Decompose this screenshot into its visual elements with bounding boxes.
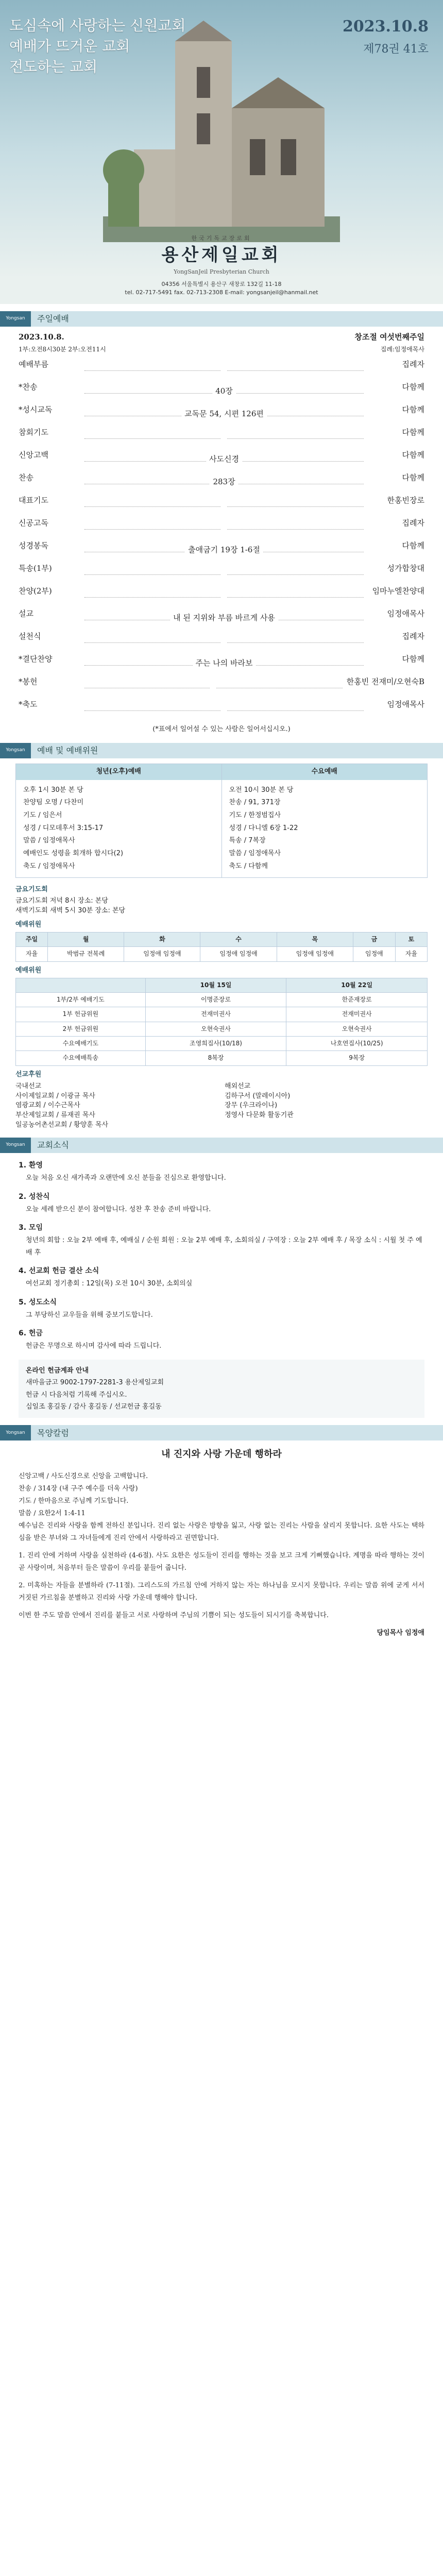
wednesday-service-line: 성경 / 다니엘 6장 1-22 <box>229 824 298 832</box>
team-cell: 수요예배기도 <box>16 1037 146 1051</box>
order-label: 참회기도 <box>19 428 48 437</box>
worship-date: 2023.10.8. <box>19 332 64 342</box>
prayer-meeting-details <box>15 896 428 916</box>
servers-cell: 자율 <box>16 947 48 961</box>
sermon-paragraph: 1. 진리 안에 거하며 사랑을 실천하라 (4-6절). 사도 요한은 성도들이 진리를 행하는 것을 보고 크게 기뻐했습니다. 계명을 따라 행하는 것이 곧 사랑이며, 처음부터 들은 말씀이 우리를 붙들어 줍니다. <box>19 1551 424 1572</box>
notice-heading: 6. 헌금 <box>19 1329 43 1338</box>
sermon-paragraph: 예수님은 진리와 사랑을 함께 전하신 분입니다. 진리 없는 사랑은 방향을 잃고, 사랑 없는 진리는 사람을 살리지 못합니다. 요한 사도는 택하심을 받은 부녀와 그 자녀들에게 진리 안에서 사랑하라고 권면합니다. <box>19 1521 424 1542</box>
youth-service-line: 예배인도 성령을 회개하 합시다(2) <box>23 850 124 858</box>
church-name-en: YongSanJeil Presbyterian Church <box>174 268 269 276</box>
order-row <box>19 472 424 495</box>
team-cell: 오현숙권사 <box>286 1022 428 1036</box>
order-content <box>221 522 227 532</box>
prayer-meeting-line: 금요기도회 저녁 8시 장소: 본당 <box>15 897 108 905</box>
offering-info <box>19 1360 424 1418</box>
phone: tel. 02-717-5491 fax. 02-713-2308 E-mail: yongsanjeil@hanmail.net <box>125 289 318 296</box>
section-title: 예배 및 예배위원 <box>31 743 443 758</box>
domestic-mission-item: 부산제일교회 / 류재권 목사 <box>15 1111 95 1120</box>
team-cell: 나호연집사(10/25) <box>286 1037 428 1051</box>
offering-line: 새마을금고 9002-1797-2281-3 용산제일교회 <box>26 1379 164 1387</box>
team-cell: 전재미권사 <box>286 1007 428 1022</box>
team-row <box>16 1022 428 1036</box>
order-content: 40장 <box>212 386 236 396</box>
domestic-mission-item: 일공농어촌선교회 / 황양훈 목사 <box>15 1121 109 1129</box>
team-row <box>16 1037 428 1051</box>
order-who: 한홍빈 전재미/오현숙B <box>346 677 424 687</box>
team-cell: 1부 헌금위원 <box>16 1007 146 1022</box>
notice-heading: 5. 성도소식 <box>19 1298 57 1307</box>
daily-servers-title: 예배위원 <box>15 921 42 929</box>
youth-service-line: 오후 1시 30분 본 당 <box>23 786 83 794</box>
domestic-mission-item: 사이제일교회 / 이광규 목사 <box>15 1092 95 1100</box>
servers-header-cell: 토 <box>395 932 427 946</box>
wednesday-service-line: 말씀 / 임정애목사 <box>229 850 281 858</box>
order-row <box>19 608 424 631</box>
wednesday-service-details <box>222 780 428 877</box>
order-who: 집례자 <box>402 360 424 369</box>
order-fill <box>84 540 364 555</box>
order-content: 283장 <box>210 477 238 486</box>
order-who: 다함께 <box>402 473 424 483</box>
worship-times: 1부:오전8시30분 2부:오전11시 <box>19 345 106 353</box>
section-header-sermon <box>0 1425 443 1440</box>
worship-leader: 집례:임정애목사 <box>380 345 424 353</box>
order-row <box>19 540 424 563</box>
order-content <box>221 590 227 600</box>
order-row <box>19 382 424 404</box>
sermon-meta <box>19 1470 424 1520</box>
foreign-mission-item: 정영사 다문화 활동기관 <box>225 1111 294 1120</box>
order-who: 임정애목사 <box>387 700 424 709</box>
order-fill <box>84 608 364 623</box>
servers-header-cell: 목 <box>277 932 353 946</box>
team-row <box>16 992 428 1007</box>
date-text: 2023.10.8 <box>342 18 429 36</box>
team-row <box>16 1051 428 1065</box>
order-who: 다함께 <box>402 654 424 664</box>
worship-title: 창조절 여섯번째주일 <box>354 332 424 342</box>
sermon-meta-line: 신앙고백 / 사도신경으로 신앙을 고백합니다. <box>19 1472 148 1480</box>
sermon-meta-line: 말씀 / 요한2서 1:4-11 <box>19 1509 86 1517</box>
missions-title: 선교후원 <box>15 1070 42 1078</box>
sermon-body <box>19 1520 424 1622</box>
prayer-meeting-line: 새벽기도회 새벽 5시 30분 장소: 본당 <box>15 907 126 915</box>
order-who: 다함께 <box>402 405 424 415</box>
team-header-cell: 10월 15일 <box>145 978 286 992</box>
notice-text: 오늘 세례 받으신 분이 참여합니다. 성찬 후 찬송 준비 바랍니다. <box>26 1205 211 1213</box>
order-fill <box>84 382 364 394</box>
order-row <box>19 450 424 472</box>
order-who: 다함께 <box>402 382 424 392</box>
section-title: 주일예배 <box>31 311 443 327</box>
address: 04356 서울특별시 용산구 새창로 132길 11-18 <box>161 281 282 287</box>
sermon-title: 내 진지와 사랑 가운데 행하라 <box>161 1449 282 1460</box>
order-row <box>19 586 424 608</box>
servers-header-cell: 금 <box>353 932 395 946</box>
order-row <box>19 654 424 676</box>
team-cell: 2부 헌금위원 <box>16 1022 146 1036</box>
team-cell: 전재미권사 <box>145 1007 286 1022</box>
order-who: 임정애목사 <box>387 609 424 619</box>
order-content: 내 된 지위와 부름 바르게 사용 <box>170 613 278 622</box>
order-who: 임마누엘찬양대 <box>372 586 424 596</box>
notice-heading: 4. 선교회 헌금 결산 소식 <box>19 1267 99 1276</box>
daily-servers-table <box>15 932 428 962</box>
team-cell: 오현숙권사 <box>145 1022 286 1036</box>
order-content <box>221 432 227 441</box>
servers-cell: 박범규 전복례 <box>48 947 124 961</box>
domestic-mission-item: 국내선교 <box>15 1082 42 1090</box>
youth-service-line: 기도 / 임은서 <box>23 811 62 820</box>
team-cell: 8복장 <box>145 1051 286 1065</box>
order-label: 설천식 <box>19 632 41 641</box>
notice-text: 헌금은 무명으로 하시며 감사에 따라 드립니다. <box>26 1342 162 1350</box>
order-fill <box>84 699 364 711</box>
order-who: 다함께 <box>402 428 424 437</box>
order-fill <box>84 518 364 530</box>
order-label: *찬송 <box>19 382 38 392</box>
order-row <box>19 699 424 722</box>
slogan-line: 전도하는 교회 <box>9 58 98 75</box>
sermon-meta-line: 찬송 / 314장 (내 구주 예수를 더욱 사랑) <box>19 1484 138 1493</box>
team-header-cell <box>16 978 146 992</box>
order-label: 대표기도 <box>19 496 48 505</box>
section-header-notices <box>0 1138 443 1153</box>
church-name: 용산제일교회 <box>161 244 282 265</box>
order-who: 한홍빈장로 <box>387 496 424 505</box>
servers-header-cell: 화 <box>124 932 200 946</box>
order-label: 신앙고백 <box>19 450 48 460</box>
bulletin-date <box>343 15 429 57</box>
team-cell: 이명준장로 <box>145 992 286 1007</box>
order-content <box>221 568 227 577</box>
order-label: 예배부름 <box>19 360 48 369</box>
servers-cell: 자율 <box>395 947 427 961</box>
wednesday-service-title: 수요예배 <box>222 764 428 780</box>
offering-line: 헌금 시 다음처럼 기록해 주십시오. <box>26 1391 127 1399</box>
order-row <box>19 427 424 450</box>
team-row <box>16 1007 428 1022</box>
sermon-paragraph: 2. 미혹하는 자들을 분별하라 (7-11절). 그리스도의 가르침 안에 거하지 않는 자는 하나님을 모시지 못합니다. 우리는 말씀 위에 굳게 서서 거짓된 가르침을 분별하고 진리와 사랑 가운데 행해야 합니다. <box>19 1582 424 1602</box>
servers-header-cell: 월 <box>48 932 124 946</box>
order-content: 주는 나의 바라보 <box>193 658 256 668</box>
notice-text: 청년의 회합 : 오늘 2부 예배 후, 예배실 / 순원 회원 : 오늘 2부 예배 후, 소회의실 / 구역장 : 오늘 2부 예배 후 / 목장 소식 : 시월 첫 주 예배 후 <box>26 1236 422 1257</box>
slogan-line: 예배가 뜨거운 교회 <box>9 38 130 55</box>
order-label: *결단찬양 <box>19 654 53 664</box>
section-header-schedule <box>0 743 443 758</box>
team-cell: 1부/2부 예배기도 <box>16 992 146 1007</box>
order-label: 성경봉독 <box>19 541 48 551</box>
order-fill <box>84 495 364 507</box>
order-fill <box>84 631 364 643</box>
youth-service-line: 찬양팀 오명 / 다찬미 <box>23 799 84 807</box>
order-who: 집례자 <box>402 518 424 528</box>
order-fill <box>84 563 364 575</box>
foreign-mission-item: 김하구서 (말레이시아) <box>225 1092 291 1100</box>
issue-number: 제78권 41호 <box>363 42 429 56</box>
foreign-missions <box>225 1082 428 1130</box>
slogan <box>9 15 185 77</box>
foreign-mission-item: 장무 (우크라이나) <box>225 1101 278 1110</box>
notice-text: 여선교회 정기총회 : 12일(목) 오전 10시 30분, 소회의실 <box>26 1280 193 1288</box>
wednesday-service-line: 기도 / 한정범집사 <box>229 811 281 820</box>
notices-section <box>0 1159 443 1418</box>
domestic-mission-item: 염광교회 / 이수근목사 <box>15 1101 80 1110</box>
offering-title: 온라인 헌금계좌 안내 <box>26 1366 89 1375</box>
servers-cell: 임정애 임정애 <box>200 947 277 961</box>
order-label: 찬양(2부) <box>19 586 52 596</box>
youth-service-line: 축도 / 임정애목사 <box>23 862 75 870</box>
youth-service-line: 성경 / 디모데후서 3:15-17 <box>23 824 104 832</box>
section-tag: Yongsan <box>0 1138 31 1153</box>
order-list <box>19 359 424 722</box>
notice-heading: 1. 환영 <box>19 1161 43 1170</box>
order-content <box>221 364 227 373</box>
youth-service-title: 청년(오후)예배 <box>16 764 222 780</box>
order-who: 집례자 <box>402 632 424 641</box>
order-content: 사도신경 <box>206 454 242 464</box>
servers-header-cell: 주일 <box>16 932 48 946</box>
servers-cell: 임정애 임정애 <box>124 947 200 961</box>
team-cell: 수요예배특송 <box>16 1051 146 1065</box>
order-row <box>19 495 424 518</box>
order-fill <box>84 676 343 688</box>
sermon-paragraph: 이번 한 주도 말씀 안에서 진리를 붙들고 서로 사랑하며 주님의 기쁨이 되는 성도들이 되시기를 축복합니다. <box>19 1612 329 1620</box>
order-content: 교독문 54, 시편 126편 <box>181 409 267 418</box>
sermon-closing: 당임목사 임정애 <box>377 1629 424 1637</box>
sermon-meta-line: 기도 / 한마음으로 주님께 기도합니다. <box>19 1497 129 1505</box>
offering-lines <box>26 1377 417 1413</box>
order-content <box>221 636 227 645</box>
order-row <box>19 631 424 654</box>
order-label: 찬송 <box>19 473 33 483</box>
wednesday-service-line: 오전 10시 30분 본 당 <box>229 786 294 794</box>
domestic-missions <box>15 1082 218 1130</box>
missions-grid <box>15 1082 428 1130</box>
order-label: *봉헌 <box>19 677 38 687</box>
service-panel <box>15 764 428 878</box>
order-fill <box>84 450 364 462</box>
servers-header-cell: 수 <box>200 932 277 946</box>
order-fill <box>84 654 364 666</box>
order-label: *축도 <box>19 700 38 709</box>
notice-text: 그 부당하신 교우들을 위해 중보기도합니다. <box>26 1311 153 1319</box>
order-fill <box>84 404 364 419</box>
notice-heading: 2. 성찬식 <box>19 1192 50 1201</box>
schedule-section <box>0 764 443 1130</box>
order-label: 신공고독 <box>19 518 48 528</box>
foreign-mission-item: 해외선교 <box>225 1082 251 1090</box>
order-fill <box>84 586 364 598</box>
team-cell: 한준재장로 <box>286 992 428 1007</box>
section-title: 목양칼럼 <box>31 1425 443 1440</box>
order-label: *성시교독 <box>19 405 53 415</box>
youth-service-line: 말씀 / 임정애목사 <box>23 837 75 845</box>
section-tag: Yongsan <box>0 743 31 758</box>
team-header-cell: 10월 22일 <box>286 978 428 992</box>
worship-order <box>0 332 443 735</box>
order-content <box>221 704 227 713</box>
section-tag: Yongsan <box>0 311 31 327</box>
header-banner <box>0 0 443 278</box>
wednesday-service-line: 축도 / 다함께 <box>229 862 268 870</box>
offering-line: 십일조 홍길동 / 감사 홍길동 / 선교헌금 홍길동 <box>26 1402 162 1411</box>
notice-text: 오늘 처음 오신 새가족과 오랜만에 오신 분들을 진심으로 환영합니다. <box>26 1174 226 1182</box>
order-fill <box>84 359 364 371</box>
order-content <box>210 681 216 690</box>
order-who: 성가합창대 <box>387 564 424 573</box>
contact-info <box>0 278 443 304</box>
order-label: 특송(1부) <box>19 564 52 573</box>
notice-heading: 3. 모임 <box>19 1224 43 1232</box>
wednesday-service-line: 특송 / 7복장 <box>229 837 266 845</box>
order-who: 다함께 <box>402 541 424 551</box>
section-title: 교회소식 <box>31 1138 443 1153</box>
wednesday-service-line: 찬송 / 91, 371장 <box>229 799 281 807</box>
sermon-section <box>0 1446 443 1639</box>
order-content <box>221 500 227 509</box>
order-who: 다함께 <box>402 450 424 460</box>
team-title: 예배위원 <box>15 966 42 974</box>
team-cell: 조영희집사(10/18) <box>145 1037 286 1051</box>
order-row <box>19 359 424 382</box>
team-cell: 9복장 <box>286 1051 428 1065</box>
church-brand <box>0 234 443 276</box>
notice-list <box>19 1159 424 1352</box>
order-row <box>19 676 424 699</box>
order-fill <box>84 427 364 439</box>
section-tag: Yongsan <box>0 1425 31 1440</box>
order-row <box>19 404 424 427</box>
youth-service-details <box>16 780 222 877</box>
order-label: 설교 <box>19 609 33 619</box>
standing-note: (*표에서 일어설 수 있는 사람은 일어서십시오.) <box>152 725 291 734</box>
denomination: 한국기독교장로회 <box>191 235 252 242</box>
order-row <box>19 518 424 540</box>
slogan-line: 도심속에 사랑하는 신원교회 <box>9 17 186 34</box>
team-table <box>15 978 428 1066</box>
servers-cell: 임정애 <box>353 947 395 961</box>
order-row <box>19 563 424 586</box>
prayer-meeting-title: 금요기도회 <box>15 885 48 893</box>
servers-cell: 임정애 임정애 <box>277 947 353 961</box>
section-header-worship <box>0 311 443 327</box>
order-fill <box>84 472 364 487</box>
order-content: 출애굽기 19장 1-6절 <box>185 545 263 554</box>
